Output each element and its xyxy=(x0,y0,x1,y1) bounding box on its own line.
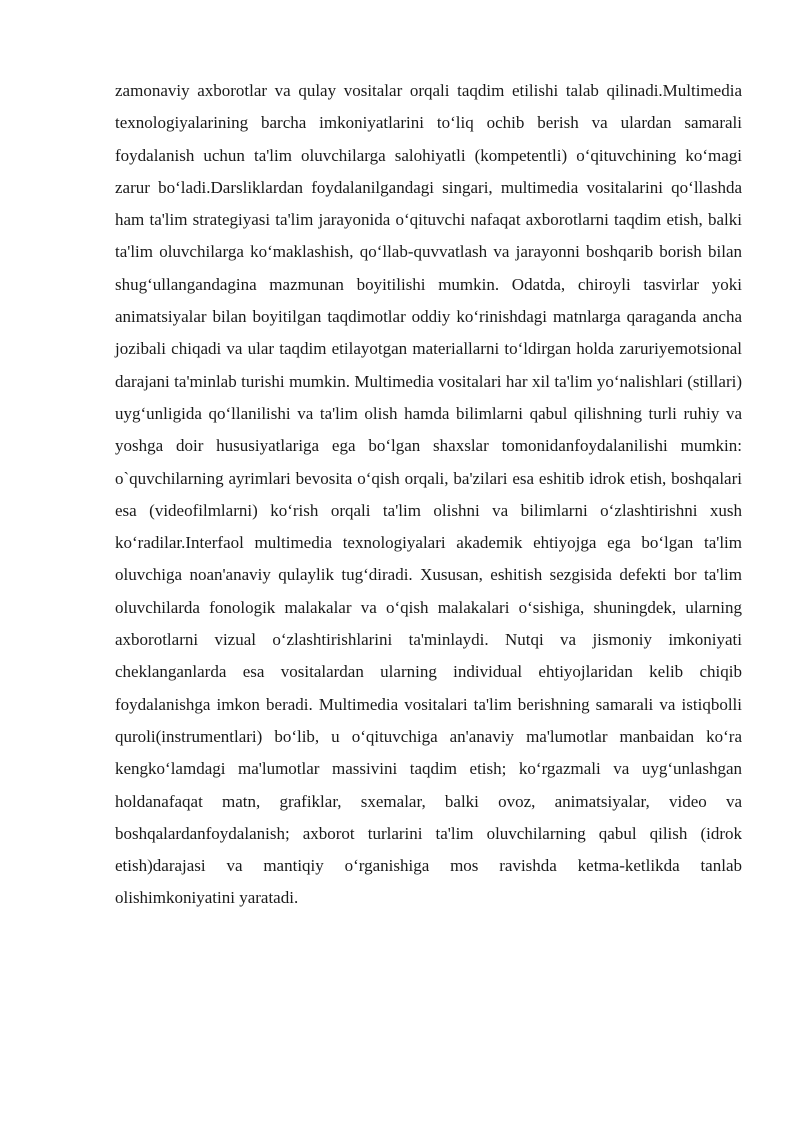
body-paragraph: zamonaviy axborotlar va qulay vositalar orqali taqdim etilishi talab qilinadi.Multimedia texnologiyalarining barcha imkoniyatlarini to‘liq ochib berish va ulardan samarali foydalanish uchun ta'lim oluvchilarga salohiyatli (kompetentli) o‘qituvchining ko‘magi zarur bo‘ladi.Darsliklardan foydalanilgandagi singari, multimedia vositalarini qo‘llashda ham ta'lim strategiyasi ta'lim jarayonida o‘qituvchi nafaqat axborotlarni taqdim etish, balki ta'lim oluvchilarga ko‘maklashish, qo‘llab-quvvatlash va jarayonni boshqarib borish bilan shug‘ullangandagina mazmunan boyitilishi mumkin. Odatda, chiroyli tasvirlar yoki animatsiyalar bilan boyitilgan taqdimotlar oddiy ko‘rinishdagi matnlarga qaraganda ancha jozibali chiqadi va ular taqdim etilayotgan materiallarni to‘ldirgan holda zaruriyemotsional darajani ta'minlab turishi mumkin. Multimedia vositalari har xil ta'lim yo‘nalishlari (stillari) uyg‘unligida qo‘llanilishi va ta'lim olish hamda bilimlarni qabul qilishning turli ruhiy va yoshga doir hususiyatlariga ega bo‘lgan shaxslar tomonidanfoydalanilishi mumkin: o`quvchilarning ayrimlari bevosita o‘qish orqali, ba'zilari esa eshitib idrok etish, boshqalari esa (videofilmlarni) ko‘rish orqali ta'lim olishni va bilimlarni o‘zlashtirishni xush ko‘radilar.Interfaol multimedia texnologiyalari akademik ehtiyojga ega bo‘lgan ta'lim oluvchiga noan'anaviy qulaylik tug‘diradi. Xususan, eshitish sezgisida defekti bor ta'lim oluvchilarda fonologik malakalar va o‘qish malakalari o‘sishiga, shuningdek, ularning axborotlarni vizual o‘zlashtirishlarini ta'minlaydi. Nutqi va jismoniy imkoniyati cheklanganlarda esa vositalardan ularning individual ehtiyojlaridan kelib chiqib foydalanishga imkon beradi. Multimedia vositalari ta'lim berishning samarali va istiqbolli quroli(instrumentlari) bo‘lib, u o‘qituvchiga an'anaviy ma'lumotlar manbaidan ko‘ra kengko‘lamdagi ma'lumotlar massivini taqdim etish; ko‘rgazmali va uyg‘unlashgan holdanafaqat matn, grafiklar, sxemalar, balki ovoz, animatsiyalar, video va boshqalardanfoydalanish; axborot turlarini ta'lim oluvchilarning qabul qilish (idrok etish)darajasi va mantiqiy o‘rganishiga mos ravishda ketma-ketlikda tanlab olishimkoniyatini yaratadi. xyxy=(115,81,742,908)
